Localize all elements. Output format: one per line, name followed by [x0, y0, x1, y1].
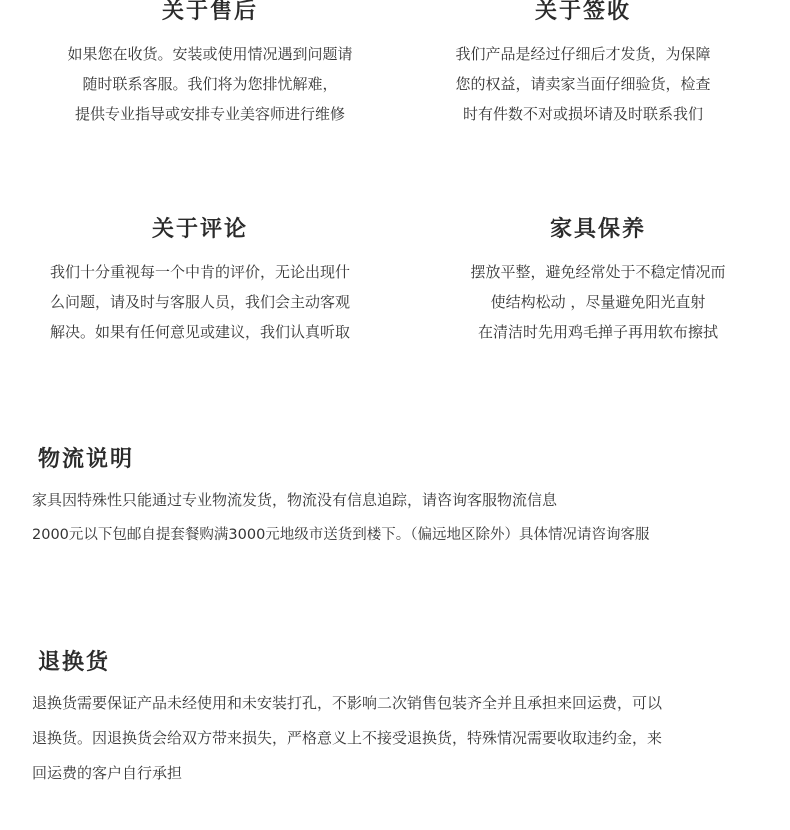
signing-line-2: 您的权益，请卖家当面仔细验货，检查 — [455, 75, 711, 93]
furniture-care-line-3: 在清洁时先用鸡毛掸子再用软布擦拭 — [477, 323, 718, 341]
after-sales-line-1: 如果您在收货。安装或使用情况遇到问题请 — [67, 45, 353, 63]
after-sales-line-3: 提供专业指导或安排专业美容师进行维修 — [74, 105, 345, 123]
signing-section — [383, 0, 783, 129]
furniture-care-section — [398, 212, 790, 347]
returns-line-1: 退换货需要保证产品未经使用和未安装打孔，不影响二次销售包装齐全并且承担来回运费，可以 — [32, 694, 663, 712]
returns-title: 退换货 — [38, 650, 111, 675]
signing-line-3: 时有件数不对或损坏请及时联系我们 — [462, 105, 703, 123]
logistics-line-2: 2000元以下包邮自提套餐购满3000元地级市送货到楼下。（偏远地区除外）具体情况请咨询客服 — [32, 527, 650, 543]
reviews-line-3: 解决。如果有任何意见或建议，我们认真听取 — [49, 323, 350, 341]
returns-line-2: 退换货。因退换货会给双方带来损失，严格意义上不接受退换货，特殊情况需要收取违约金，来 — [32, 729, 663, 747]
furniture-care-line-1: 摆放平整，避免经常处于不稳定情况而 — [470, 263, 726, 281]
reviews-title: 关于评论 — [151, 217, 248, 242]
furniture-care-line-2: 使结构松动 ，尽量避免阳光直射 — [490, 293, 706, 311]
logistics-title: 物流说明 — [38, 447, 135, 472]
returns-line-3: 回运费的客户自行承担 — [32, 764, 183, 782]
signing-title: 关于签收 — [534, 0, 631, 24]
furniture-care-title: 家具保养 — [549, 217, 646, 242]
after-sales-line-2: 随时联系客服。我们将为您排忧解难， — [82, 75, 338, 93]
signing-line-1: 我们产品是经过仔细后才发货，为保障 — [455, 45, 711, 63]
logistics-section — [32, 442, 782, 553]
reviews-line-1: 我们十分重视每一个中肯的评价，无论出现什 — [49, 263, 350, 281]
returns-section — [32, 645, 782, 791]
after-sales-title: 关于售后 — [161, 0, 258, 24]
reviews-section — [0, 212, 400, 347]
logistics-line-1: 家具因特殊性只能通过专业物流发货，物流没有信息追踪，请咨询客服物流信息 — [32, 491, 558, 509]
after-sales-section — [10, 0, 410, 129]
reviews-line-2: 么问题，请及时与客服人员，我们会主动客观 — [49, 293, 350, 311]
